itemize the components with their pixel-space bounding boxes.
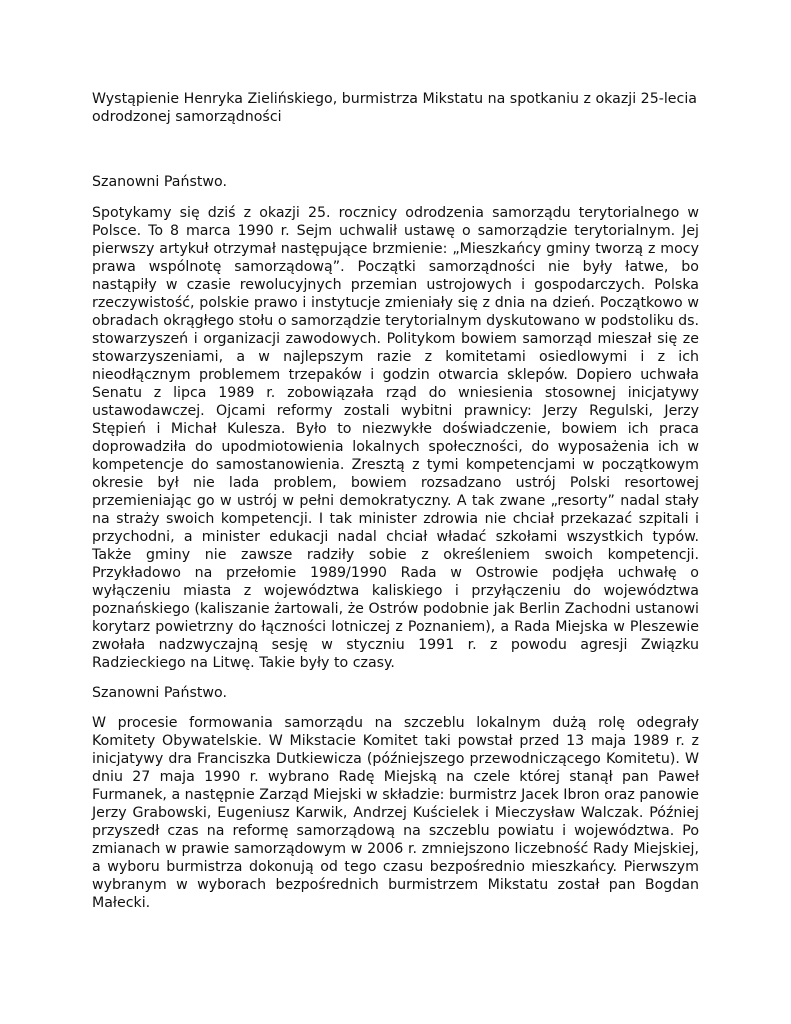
document-title: Wystąpienie Henryka Zielińskiego, burmistrza Mikstatu na spotkaniu z okazji 25-lecia odrodzonej samorządności [92, 91, 697, 125]
document-page [92, 90, 699, 912]
paragraph-second: W procesie formowania samorządu na szczeblu lokalnym dużą rolę odegrały Komitety Obywatelskie. W Mikstacie Komitet taki powstał przed 13 maja 1989 r. z inicjatywy dra Franciszka Dutkiewicza (późniejszego przewodniczącego Komitetu). W dniu 27 maja 1990 r. wybrano Radę Miejską na czele której stanął pan Paweł Furmanek, a następnie Zarząd Miejski w składzie: burmistrz Jacek Ibron oraz panowie Jerzy Grabowski, Eugeniusz Karwik, Andrzej Kuścielek i Mieczysław Walczak. Później przyszedł czas na reformę samorządową na szczeblu powiatu i województwa. Po zmianach w prawie samorządowym w 2006 r. zmniejszono liczebność Rady Miejskiej, a wyboru burmistrza dokonują od tego czasu bezpośrednio mieszkańcy. Pierwszym wybranym w wyborach bezpośrednich burmistrzem Mikstatu został pan Bogdan Małecki. [92, 715, 699, 911]
salutation-second: Szanowni Państwo. [92, 685, 227, 701]
salutation-first: Szanowni Państwo. [92, 174, 227, 190]
paragraph-first: Spotykamy się dziś z okazji 25. rocznicy odrodzenia samorządu terytorialnego w Polsce. To 8 marca 1990 r. Sejm uchwalił ustawę o samorządzie terytorialnym. Jej pierwszy artykuł otrzymał następujące brzmienie: „Mieszkańcy gminy tworzą z mocy prawa wspólnotę samorządową”. Początki samorządności nie były łatwe, bo nastąpiły w czasie rewolucyjnych przemian ustrojowych i gospodarczych. Polska rzeczywistość, polskie prawo i instytucje zmieniały się z dnia na dzień. Początkowo w obradach okrągłego stołu o samorządzie terytorialnym dyskutowano w podstoliku ds. stowarzyszeń i organizacji zawodowych. Politykom bowiem samorząd mieszał się ze stowarzyszeniami, a w najlepszym razie z komitetami osiedlowymi i z ich nieodłącznym problemem trzepaków i godzin otwarcia sklepów. Dopiero uchwała Senatu z lipca 1989 r. zobowiązała rząd do wniesienia stosownej inicjatywy ustawodawczej. Ojcami reformy zostali wybitni prawnicy: Jerzy Regulski, Jerzy Stępień i Michał Kulesza. Było to niezwykłe doświadczenie, bowiem ich praca doprowadziła do upodmiotowienia lokalnych społeczności, do wyposażenia ich w kompetencje do samostanowienia. Zresztą z tymi kompetencjami w początkowym okresie był nie lada problem, bowiem rozsadzano ustrój Polski resortowej przemieniając go w ustrój w pełni demokratyczny. A tak zwane „resorty” nadal stały na straży swoich kompetencji. I tak minister zdrowia nie chciał przekazać szpitali i przychodni, a minister edukacji nadal chciał władać szkołami wszystkich typów. Także gminy nie zawsze radziły sobie z określeniem swoich kompetencji. Przykładowo na przełomie 1989/1990 Rada w Ostrowie podjęła uchwałę o wyłączeniu miasta z województwa kaliskiego i przyłączeniu do województwa poznańskiego (kaliszanie żartowali, że Ostrów podobnie jak Berlin Zachodni ustanowi korytarz powietrzny do łączności lotniczej z Poznaniem), a Rada Miejska w Pleszewie zwołała nadzwyczajną sesję w styczniu 1991 r. z powodu agresji Związku Radzieckiego na Litwę. Takie były to czasy. [92, 205, 699, 671]
